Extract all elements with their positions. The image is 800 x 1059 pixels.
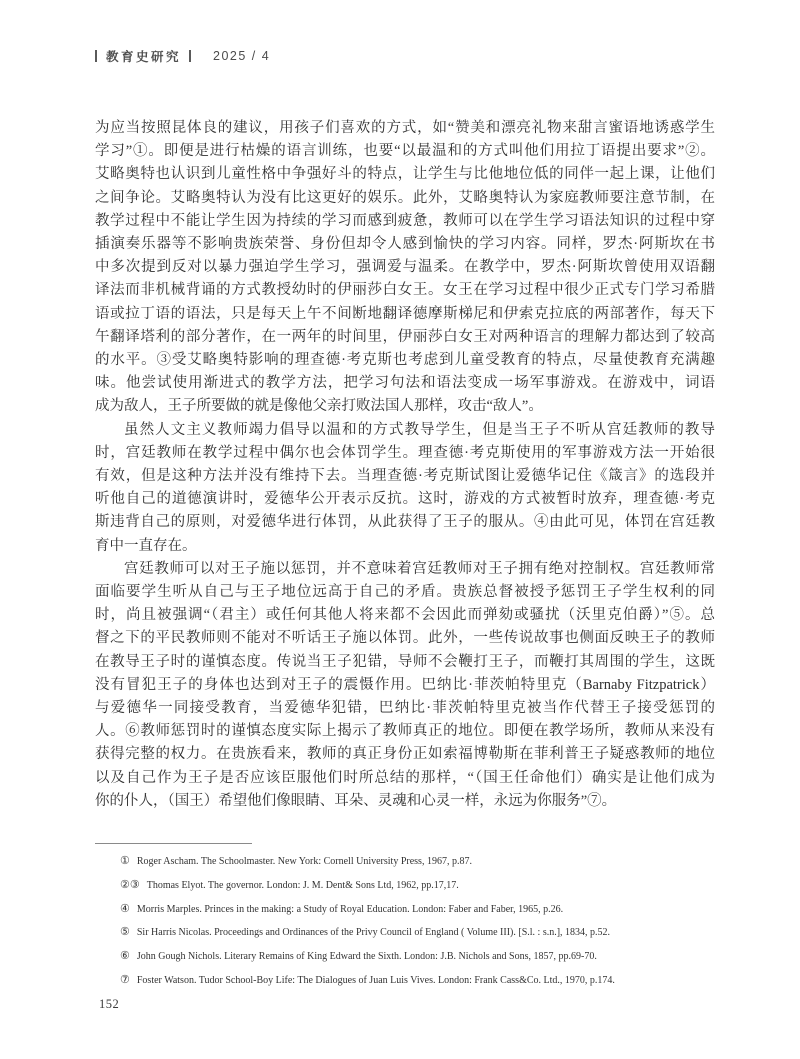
- body-line: 有效，但是这种方法并没有维持下去。当理查德·考克斯试图让爱德华记住《箴言》的选段并: [95, 468, 715, 485]
- body-line: 与爱德华一同接受教育，当爱德华犯错，巴纳比·菲茨帕特里克被当作代替王子接受惩罚的: [95, 700, 715, 717]
- body-line: 为应当按照昆体良的建议，用孩子们喜欢的方式，如“赞美和漂亮礼物来甜言蜜语地诱惑学生: [95, 120, 715, 136]
- body-line: 的水平。③受艾略奥特影响的理查德·考克斯也考虑到儿童受教育的特点，尽量使教育充满趣: [95, 352, 715, 369]
- body-line: 艾略奥特也认识到儿童性格中争强好斗的特点，让学生与比他地位低的同伴一起上课，让他们: [95, 166, 715, 183]
- footnote-marker: ④: [120, 902, 130, 915]
- footnote-text: Morris Marples. Princes in the making: a Study of Royal Education. London: Faber and Faber, 1965, p.26.: [136, 903, 564, 915]
- body-line: 虽然人文主义教师竭力倡导以温和的方式教导学生，但是当王子不听从宫廷教师的教导: [124, 421, 715, 438]
- header-bar-left-icon: [95, 50, 97, 62]
- footnote-item: [95, 850, 735, 874]
- body-line: 之间争论。艾略奥特认为没有比这更好的娱乐。此外，艾略奥特认为家庭教师要注意节制，在: [95, 189, 715, 206]
- journal-header: [95, 48, 270, 64]
- body-line: 教学过程中不能让学生因为持续的学习而感到疲惫，教师可以在学生学习语法知识的过程中穿: [95, 212, 715, 229]
- body-line: 时，宫廷教师在教学过程中偶尔也会体罚学生。理查德·考克斯使用的军事游戏方法一开始很: [95, 444, 715, 461]
- paragraph: [95, 558, 715, 813]
- footnote-item: [95, 874, 735, 898]
- footnote-text: John Gough Nichols. Literary Remains of King Edward the Sixth. London: J.B. Nichols and Sons, 1857, pp.69-70.: [136, 951, 597, 963]
- body-line: 宫廷教师可以对王子施以惩罚，并不意味着宫廷教师对王子拥有绝对控制权。宫廷教师常: [124, 560, 715, 577]
- footnote-item: [95, 945, 735, 969]
- footnote-marker: ⑤: [120, 926, 130, 939]
- body-line: 成为敌人，王子所要做的就是像他父亲打败法国人那样，攻击“敌人”。: [95, 398, 543, 415]
- footnote-list: [95, 850, 735, 993]
- footnote-marker: ⑥: [120, 950, 130, 963]
- footnote-marker: ①: [120, 855, 130, 867]
- footnote-divider: [95, 843, 252, 844]
- body-line: 督之下的平民教师则不能对不听话王子施以体罚。此外，一些传说故事也侧面反映王子的教师: [95, 630, 715, 647]
- footnote-marker: ②③: [120, 878, 140, 891]
- body-line: 译法而非机械背诵的方式教授幼时的伊丽莎白女王。女王在学习过程中很少正式专门学习希腊: [95, 282, 715, 299]
- body-line: 人。⑥教师惩罚时的谨慎态度实际上揭示了教师真正的地位。即便在教学场所，教师从来没有: [95, 723, 715, 740]
- body-line: 听他自己的道德演讲时，爱德华公开表示反抗。这时，游戏的方式被暂时放弃，理查德·考克: [95, 491, 715, 508]
- body-line: 语或拉丁语的语法，只是每天上午不间断地翻译德摩斯梯尼和伊索克拉底的两部著作，每天下: [95, 305, 715, 322]
- page-number: 152: [99, 997, 120, 1011]
- journal-title: 教育史研究: [106, 50, 182, 64]
- body-line: 味。他尝试使用渐进式的教学方法，把学习句法和语法变成一场军事游戏。在游戏中，词语: [95, 375, 715, 392]
- header-bar-right-icon: [189, 50, 191, 62]
- body-line: 面临要学生听从自己与王子地位远高于自己的矛盾。贵族总督被授予惩罚王子学生权利的同: [95, 584, 715, 601]
- footnote-marker: ⑦: [120, 973, 130, 986]
- body-line: 在教导王子时的谨慎态度。传说当王子犯错，导师不会鞭打王子，而鞭打其周围的学生，这既: [95, 653, 715, 670]
- body-line: 斯违背自己的原则，对爱德华进行体罚，从此获得了王子的服从。④由此可见，体罚在宫廷教: [95, 514, 715, 531]
- footnotes-section: [95, 843, 735, 993]
- footnote-text: Sir Harris Nicolas. Proceedings and Ordinances of the Privy Council of England ( Volume III). [S.l. : s.n.], 1834, p.52.: [136, 927, 611, 939]
- body-line: 没有冒犯王子的身体也达到对王子的震慑作用。巴纳比·菲茨帕特里克（Barnaby Fitzpatrick）: [95, 676, 715, 693]
- body-line: 你的仆人，（国王）希望他们像眼睛、耳朵、灵魂和心灵一样，永远为你服务”⑦。: [95, 792, 617, 809]
- footnote-text: Roger Ascham. The Schoolmaster. New York: Cornell University Press, 1967, p.87.: [136, 856, 472, 867]
- page-footer: [99, 995, 119, 1013]
- footnote-item: [95, 969, 735, 993]
- body-line: 育中一直存在。: [95, 537, 197, 554]
- footnote-item: [95, 921, 735, 945]
- footnote-item: [95, 898, 735, 922]
- paragraph: [95, 117, 715, 419]
- body-line: 学习”①。即便是进行枯燥的语言训练，也要“以最温和的方式叫他们用拉丁语提出要求”②。: [95, 143, 715, 160]
- body-line: 以及自己作为王子是否应该臣服他们时所总结的那样，“（国王任命他们）确实是让他们成为: [95, 769, 715, 786]
- body-line: 中多次提到反对以暴力强迫学生学习，强调爱与温柔。在教学中，罗杰·阿斯坎曾使用双语翻: [95, 259, 715, 276]
- body-line: 获得完整的权力。在贵族看来，教师的真正身份正如索福博勒斯在菲利普王子疑惑教师的地位: [95, 746, 715, 763]
- body-line: 插演奏乐器等不影响贵族荣誉、身份但却令人感到愉快的学习内容。同样，罗杰·阿斯坎在书: [95, 236, 715, 253]
- footnote-text: Foster Watson. Tudor School-Boy Life: The Dialogues of Juan Luis Vives. London: Frank Cass&Co. Ltd., 1970, p.174.: [136, 974, 615, 986]
- paragraph: [95, 419, 715, 558]
- article-body: [95, 117, 715, 813]
- footnote-text: Thomas Elyot. The governor. London: J. M. Dent& Sons Ltd, 1962, pp.17,17.: [146, 879, 459, 891]
- body-line: 午翻译塔利的部分著作，在一两年的时间里，伊丽莎白女王对两种语言的理解力都达到了较高: [95, 328, 715, 345]
- body-line: 时，尚且被强调“（君主）或任何其他人将来都不会因此而弹劾或骚扰（沃里克伯爵）”⑤。总: [95, 607, 715, 624]
- journal-issue: 2025 / 4: [213, 49, 271, 63]
